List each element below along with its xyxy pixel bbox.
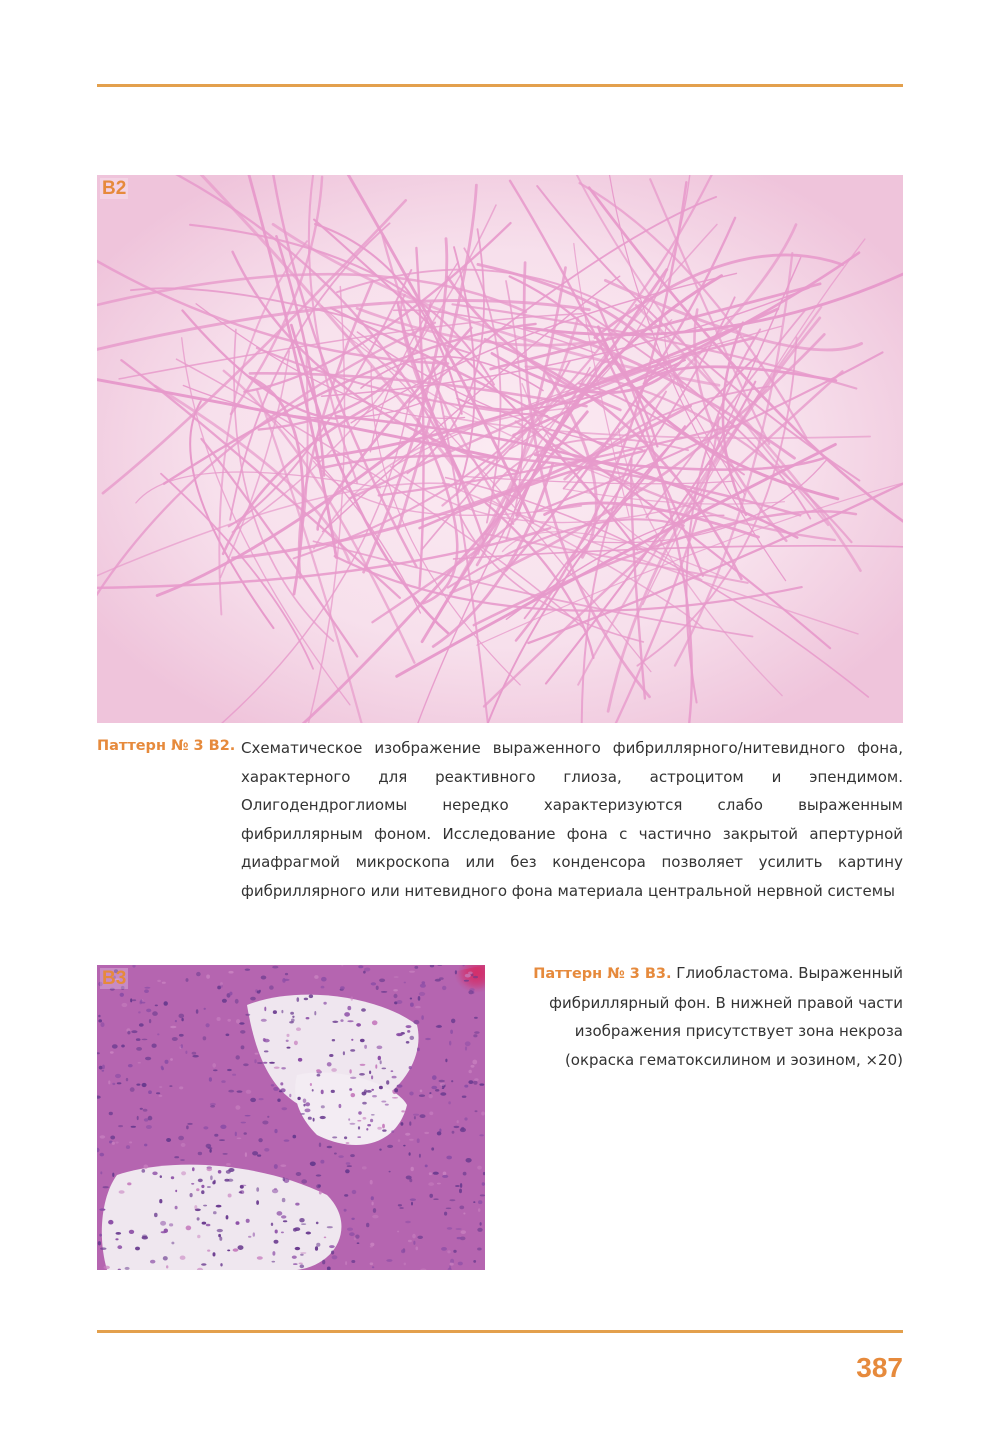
glioblastoma-micrograph-image — [97, 965, 485, 1270]
caption-b3-label: Паттерн № 3 B3. — [533, 966, 672, 982]
bottom-divider — [97, 1330, 903, 1333]
caption-b2-label: Паттерн № 3 B2. — [97, 738, 236, 754]
fibrillary-schematic-image — [97, 175, 903, 723]
caption-b3 — [510, 959, 903, 1074]
caption-b2-text: Схематическое изображение выраженного фибриллярного/нитевидного фона, характерного для реактивного глиоза, астроцитом и эпендимом. Олигодендроглиомы нередко характеризуются слабо выраженным фибриллярным фоном. Исследование фона с частично закрытой апертурной диафрагмой микроскопа или без конденсора позволяет усилить картину фибриллярного или нитевидного фона материала центральной нервной системы — [241, 739, 903, 900]
figure-b2 — [97, 175, 903, 723]
figure-b3 — [97, 965, 485, 1270]
figure-label-b3: B3 — [102, 968, 127, 989]
figure-label-b2: B2 — [102, 178, 127, 199]
caption-b3-text: Глиобластома. Выраженный фибриллярный фон. В нижней правой части изображения присутствует зона некроза (окраска гематоксилином и эозином, ×20) — [549, 964, 903, 1069]
top-divider — [97, 84, 903, 87]
page-number: 387 — [856, 1352, 903, 1383]
